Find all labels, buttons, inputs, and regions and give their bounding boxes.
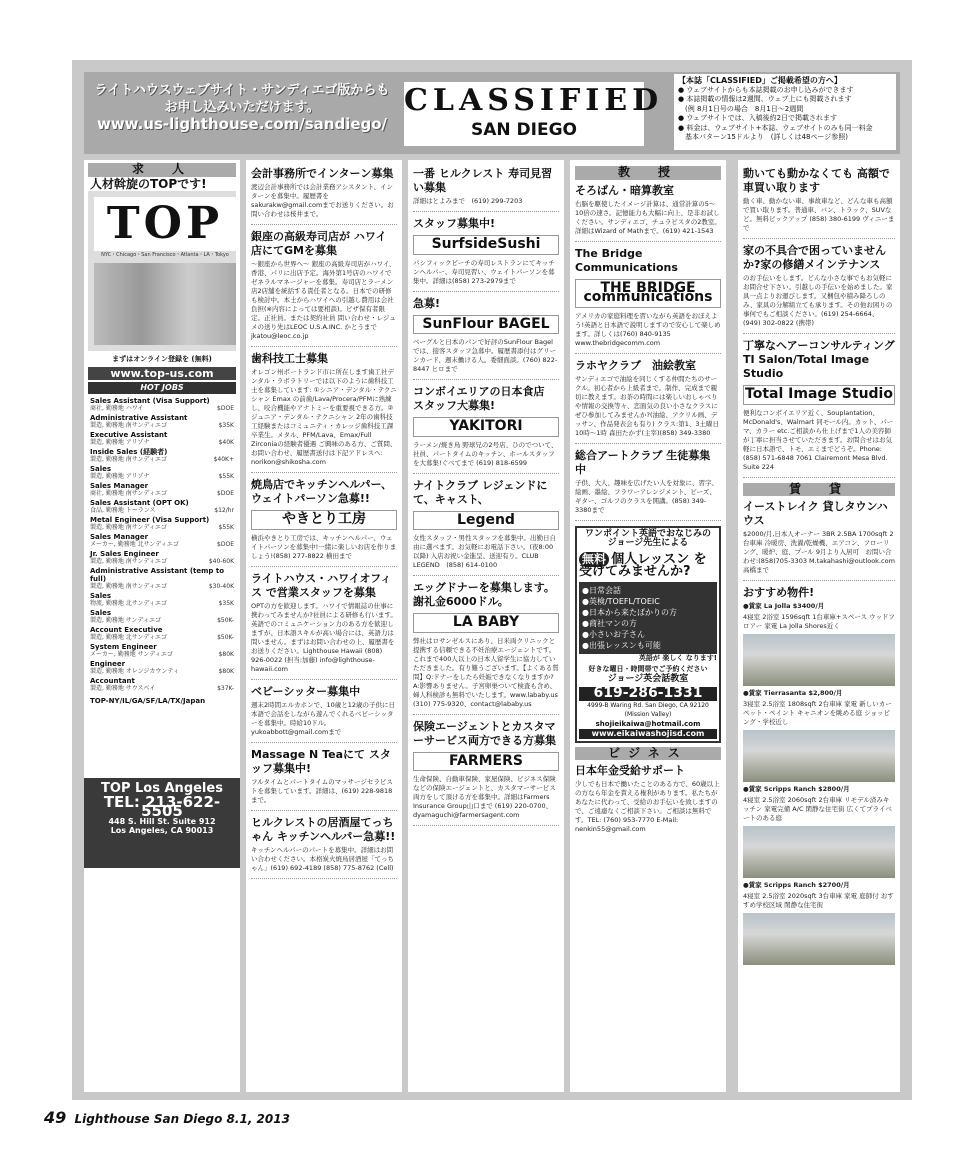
job-title: Account Executive [90,625,163,634]
ad-title: スタッフ募集中! [413,217,496,230]
job-detail [90,541,234,548]
job-item[interactable] [90,397,234,412]
la-address-1: 448 S. Hill St. Suite 912 [108,816,216,826]
listing-detail: 4寝室 2浴室 1596sqft 1台車庫+スペース ウッドフロアー 家電 La Jolla Shores近く [743,613,895,630]
top-logo: TOP [94,197,236,251]
house-photo [743,826,895,878]
job-detail [90,439,234,446]
job-title: Sales [90,464,112,473]
divider [251,566,397,567]
job-pay: $30-40K [208,582,234,590]
eikaiwa-url[interactable]: www.eikaiwashojisd.com [579,729,717,739]
info-line: 基本パターン15ドルより (詳しくは48ページ参照) [678,133,848,141]
ad-title: そろばん・暗算教室 [575,183,674,197]
ad-logo: FARMERS [413,752,559,772]
divider [575,520,721,521]
info-line: ● ウェブサイトでは、入稿後約2日で掲載されます [678,114,838,122]
top-url[interactable]: www.top-us.com [88,367,236,381]
column-5 [738,160,900,1092]
column-2 [246,160,402,1092]
ad-title: 動いても動かなくても 高額で車買い取ります [743,167,890,194]
job-title: Sales Assistant (OPT OK) [90,498,189,507]
divider [575,353,721,354]
divider [743,477,895,478]
ad-title: 日本年金受給サポート [575,764,685,777]
ad-title: 銀座の高級寿司店が ハワイ店にてGMを募集 [251,230,387,257]
eikaiwa-item: ●日本から来たばかりの方 [582,607,677,617]
ad-body: 女性スタッフ・男性スタッフを募集中。出勤日自由に選べます。お気軽にお電話下さい。(夜8:00以降) 入店お祝い金進呈、送迎有り。CLUB LEGEND (858) 614-0100 [413,534,556,569]
eikaiwa-item: ●出張レッスンも可能 [582,640,661,650]
promo-line-1: ライトハウスウェブサイト・サンディエゴ版からも [94,83,390,98]
promo-line-2: お申し込みいただけます。 [164,100,320,115]
ad-logo: LA BABY [413,613,559,633]
divider [743,333,895,334]
listings [743,602,895,965]
classified-subtitle: SAN DIEGO [470,120,577,140]
listing-detail: 4寝室 2.5浴室 2060sqft 2台車庫 リモデル済みキッチン 家電完備 A/C 閑静な住宅街 広くてプライベートのある庭 [743,796,892,822]
ad-title: ヒルクレストの居酒屋てっちゃん キッチンヘルパー急募!! [251,815,396,843]
job-list [84,394,240,697]
ad-body: 右脳を駆使したイメージ計算は、通常計算の5〜10倍の速さ。記憶能力も大幅に向上、是非お試しください。サンディエゴ、チュラビスタの2教室。詳細はWizard of Mathまで。(619) 421-1543 [575,199,721,235]
job-location: 製造, 勤務地 サンディエゴ [90,616,161,624]
hot-jobs-label: HOT JOBS [88,382,236,394]
job-pay: $55K [218,523,234,531]
section-jobs: 求 人 [88,163,236,177]
job-pay: $40-60K [208,557,234,565]
info-line: ● ウェブサイトからも本誌掲載のお申し込みができます [678,85,854,94]
job-item[interactable] [90,660,234,675]
job-location: 製造, 勤務地 南サンディエゴ [90,557,167,565]
ad-logo: Legend [413,511,559,531]
divider [251,346,397,347]
info-line: ● 本誌掲載の情報は2週間、ウェブ上にも掲載されます [678,95,852,103]
job-title: Sales [90,591,112,600]
top-la-box [84,778,240,868]
job-detail [90,507,234,514]
job-location: メーカー, 勤務地 サンディエゴ [90,650,173,658]
page-footer [44,1108,290,1127]
job-title: Metal Engineer (Visa Support) [90,515,210,524]
divider [413,379,559,380]
ad-body: 少しでも日本で働いたことのある方で、60歳以上の方なら年金を貰える権利があります。私たちがあなたに代わって、受給のお手伝いを致しますので、ご遠慮なくご相談下さい。ご相談は無料です。TEL: (760) 953-7770 E-Mail: nenkin55@gmail.com [575,780,720,833]
listing-detail: 4寝室 2.5浴室 2020sqft 3台車庫 家電 庭師付 おすすめ学校区域 閑静な住宅街 [743,892,894,909]
ad-body: アメリカの家庭料理を習いながら英語をおぼえよう!英語と日本語で説明しますので安心して楽しめます。詳しくは(760) 840-9135 www.thebridgecomm.com [575,311,721,347]
ad-body: サンディエゴで油絵を同じくする仲間たちのサークル。初心者から上級者まで。制作、完成まで親切に教えます。お茶の時間には楽しいおしゃべりや情報の交換等々、恋面気の良い小さなクラスにぜひ参加してみませんか?(油絵、アクリル画、デッサン、作品発表会も有り) クラス:第1、3土曜日 10時〜1時 森田たかず(主宰)(858) 349-3380 [575,374,720,437]
classified-title: CLASSIFIED [404,83,664,118]
ad-title: ラホヤクラブ 油絵教室 [575,358,696,372]
job-detail [90,405,234,412]
la-address-2: Los Angeles, CA 90013 [110,826,214,835]
divider [743,580,895,581]
ad-title: 急募! [413,296,441,310]
divider [575,241,721,242]
job-detail [90,490,234,497]
job-item[interactable] [90,482,234,497]
ad-title: ライトハウス・ハワイオフィス で営業スタッフを募集 [251,571,392,599]
job-pay: $DOE [217,404,234,412]
ad-body: 弊社はロサンゼルスにあり、日米両クリニックと提携する信頼できる不妊治療エージェントです。これまで400人以上の日本人留学生に協力していただきました。有り難うございます。【よくある質問】Q:ドナーをしたら妊娠できなくなりますか? A:影響ありません。子宮卵巣ついて検査も含め、婦人科検診も無料でいたします。www.lababy.us (310) 775-9320、contact@lababy.us [413,636,559,708]
house-photo [743,634,895,686]
column-3 [408,160,564,1092]
header-info [674,74,896,150]
ad-title: エッグドナーを募集します。 謝礼金6000ドル。 [413,581,555,608]
classified-header [84,72,900,154]
job-title: Engineer [90,659,126,668]
job-title: Sales Manager [90,481,149,490]
divider [743,238,895,239]
job-title: Sales [90,608,112,617]
offices-text: TOP-NY/IL/GA/SF/LA/TX/Japan [90,696,206,705]
ad-body: オレゴン州ポートランド市に所在します歯工社デンタル・ラボラトリーでは以下のように歯科技工士を募集しています: ①シニア・デンタル・テクニシャン Emax の前歯/Lava/Procera/PFMに熟練し、咬合機能やアナトミーを重要視できる方。②ジュニア・デンタル・テクニシャン 2年の歯科技工経験またはコミュニティ・カレッジ歯科技工課卒業生。メタル、PFM/Lava、Emax/Full Zirconiaの経験者優遇 ご興味のある方、ご質問、お問い合わせ、履歴書送付は下記アドレスへ: norikon@shikosha.com [251,368,397,466]
house-photo [743,730,895,782]
section-business: ビジネス [575,747,721,761]
divider [251,742,397,743]
classified-title-box [404,82,664,146]
ad-logo: SunFlour BAGEL [413,315,559,335]
ad-body: $2000/月,日本人オーナー 3BR 2.5BA 1700sqft 2台車庫 冷暖房、洗濯/乾燥機、エアコン、フローリング、暖炉、庭、プール 9月より入居可 お問い合わせ:(858)705-3303 M.takahashi@outlook.com 高橋まで [743,530,902,574]
ad-body: フルタイムとパートタイムのマッサージセラピストを募集しています。詳細は、(619) 228-9818まで。 [251,777,393,804]
ad-body: ベーグルと日本のパンで好評のSunFlour Bagelでは、接客スタッフ急募中。履歴書添付はグリーンカード、週末働ける人。委細面談。(760) 822-8447 ヒロまで [413,338,558,373]
job-title: Accountant [90,676,135,685]
divider [575,443,721,444]
job-detail [90,524,234,531]
eikaiwa-top: ワンポイント英語でおなじみの ジョージ先生による [579,530,717,549]
job-location: 食品, 勤務地 トーランス [90,506,156,514]
job-item[interactable] [90,465,234,480]
ad-logo: やきとり工房 [251,510,397,530]
job-detail [90,600,234,607]
eikaiwa-time: 好きな曜日・時間帯でご予約ください [588,665,708,673]
divider [413,825,559,826]
header-promo [92,82,392,133]
job-detail [90,456,234,463]
ad-body: 横浜やきとり工房では、キッチンヘルパー、ウェイトパーソンを募集中!一緒に楽しいお店を作りましょう!(858) 277-8822 横田まで [251,533,397,560]
job-location: 製造, 勤務地 北サンディエゴ [90,633,167,641]
job-location: 製造, 勤務地 南サンディエゴ [90,523,167,531]
ad-body: 渡辺会計事務所では会計業務アシスタント、インターンを募集中。履歴書をsakurakw@gmail.comまでお送りください。お問い合わせは桜井まで。 [251,183,394,218]
job-pay: $35K [218,421,234,429]
job-item[interactable] [90,431,234,446]
job-location: 商社, 勤務地 南サンディエゴ [90,489,167,497]
job-item[interactable] [90,550,234,565]
teach-ads [575,184,721,521]
footer-text: Lighthouse San Diego 8.1, 2013 [74,1112,290,1126]
ad-logo: YAKITORI [413,417,559,437]
job-location: 製造, 勤務地 南サンディエゴ [90,455,167,463]
job-pay: $40K [218,438,234,446]
job-detail [90,668,234,675]
ad-body: 動く車、動かない車、事故車など、どんな車も高額で買い取ります。普通車、バン、トラック、SUVなど。無料ピックアップ (858) 380-6199 ヴィニーまで [743,197,895,232]
job-title: Sales Manager [90,532,149,541]
job-item[interactable] [90,643,234,658]
bubble-text: 英語が 楽しく なります! [638,653,717,662]
job-item[interactable] [90,516,234,531]
ad-title: 丁寧なヘアーコンサルティング TI Salon/Total Image Studio [743,339,895,380]
register-text: まずはオンライン登録を (無料) [112,355,212,363]
job-pay: $35K [218,599,234,607]
job-item[interactable] [90,592,234,607]
job-detail [90,473,234,480]
job-title: Administrative Assistant [90,413,188,422]
job-item[interactable] [90,414,234,429]
ad-body: OPTの方を歓迎します。ハワイで情報誌の仕事に携わってみませんか?社員による研修も行います。英語でのコミュニケーション力のある方を歓迎しますが、日本語スキルが高い場合には、英語力は問いません。まずはお問い合わせの上、履歴書をお送りください。Lighthouse Hawaii (808) 926-0022 (担当:加藤) info@lighthouse-hawaii.com [251,601,397,673]
job-detail [90,583,234,590]
ad-title: 総合アートクラブ 生徒募集中 [575,448,711,476]
ad-title: 会計事務所でインターン募集 [251,167,394,180]
listing-detail: 3寝室 2.5浴室 1808sqft 2台車庫 家電 新しいカーペット・ペイント キャニオンを眺める庭 ショッピング・学校近し [743,700,892,726]
ad-body: ラーメン/焼き鳥 野球兄の2号店、ひのでついて、社員、パートタイムのキッチン、ホールスタッフを大募集!ぐべてまで (619) 818-6599 [413,440,558,467]
lesson-text: 個人レッスン を受けてみませんか? [579,551,707,579]
eikaiwa-list [579,582,717,654]
section-teach: 教 授 [575,166,721,180]
divider [413,291,559,292]
job-pay: $80K [218,650,234,658]
job-pay: $50K- [217,633,234,641]
job-location: 物流, 勤務地 北サンディエゴ [90,599,167,607]
divider [413,473,559,474]
ad-title: The Bridge Communications [575,246,678,274]
job-pay: $12/hr [214,506,234,514]
eikaiwa-item: ●商社マンの方 [582,618,637,628]
divider [413,575,559,576]
job-item[interactable] [90,448,234,463]
job-detail [90,634,234,641]
ad-title: 保険エージェントとカスタマーサービス両方できる方募集 [413,719,556,747]
job-item[interactable] [90,609,234,624]
job-pay: $DOE [217,540,234,548]
divider [251,224,397,225]
job-pay: $37K- [217,684,234,692]
top-hero [88,191,236,351]
listing-title: ●賃家 Scripps Ranch $2700/月 [743,881,850,889]
la-title: TOP Los Angeles [101,781,223,796]
job-location: 製造, 勤務地 アリゾナ [90,472,150,480]
job-location: 製造, 勤務地 アリゾナ [90,438,150,446]
column-4 [570,160,726,1092]
ad-body: 週末2時間エルカホンで、10歳と12歳の子供に日本語で会話をしながら遊んでくれるベビーシッターを募集中。時給10ドル。yukoabbott@gmail.comまで [251,700,396,736]
job-location: 製造, 勤務地 オレンジカウンティ [90,667,179,675]
listing-title: ●賃家 La Jolla $3400/月 [743,602,825,610]
ad-title: コンボイエリアの日本食店 スタッフ大募集! [413,385,545,412]
eikaiwa-address: 4999-B Waring Rd. San Diego, CA 92120 (Mission Valley) [587,701,709,718]
page-number: 49 [44,1108,67,1127]
divider [413,211,559,212]
job-item[interactable] [90,626,234,641]
ad-body: 〜銀座から世界へ〜 銀座の高級寿司店がハワイ、香港、パリに出店予定。海外第1号店のハワイでゼネラルマネージャーを募集。寿司店とラーメン店2店舗を統括する責任者となる。日本での研修も検討中。本土からハワイへの引越し費用は会社負担(※内容によっては要相談)。ビザ保有者限定。正社員。または契約社員 問い合わせ・レジュメの送り先はLEOC U.S.A.INC. かとうまで jkatou@leoc.co.jp [251,260,396,340]
top-headline: 人材斡旋のTOPです! [90,176,207,191]
job-item[interactable] [90,499,234,514]
promo-url[interactable]: www.us-lighthouse.com/sandiego/ [96,115,388,133]
column-jobs [84,160,240,1092]
section-rent: 賃 貸 [743,483,895,497]
divider [251,472,397,473]
info-line: (例 8月1日号の場合 8月1日〜2週間 [678,104,804,113]
divider [251,878,397,879]
job-title: Administrative Assistant (temp to full) [90,566,225,583]
ad-body: 詳細はとよみまで (619) 299-7203 [413,197,523,205]
eikaiwa-item: ●英検/TOEFL/TOEIC [582,596,660,606]
top-cities: NYC・Chicago・San Francisco・Atlanta・LA・Tokyo [101,252,229,258]
eikaiwa-ad [575,526,721,743]
house-photo [743,913,895,965]
info-title: 【本誌「CLASSIFIED」ご掲載希望の方へ】 [678,76,842,85]
job-pay: $55K [218,472,234,480]
job-item[interactable] [90,567,234,590]
job-item[interactable] [90,533,234,548]
job-detail [90,651,234,658]
ad-title: Massage N Teaにて スタッフ募集中! [251,747,391,775]
ad-title: ベビーシッター募集中 [251,684,361,698]
job-pay: $50K- [217,616,234,624]
ad-title: イーストレイク 貸しタウンハウス [743,500,888,527]
divider [251,810,397,811]
eikaiwa-item: ●小さいお子さん [582,629,645,639]
job-detail [90,685,234,692]
job-location: 商社, 勤務地 ハワイ [90,404,144,412]
job-detail [90,558,234,565]
job-title: Jr. Sales Engineer [90,549,159,558]
job-location: 製造, 勤務地 サウスベイ [90,684,156,692]
ad-title: 一番 ヒルクレスト 寿司見習い募集 [413,167,553,194]
ad-body: キッチンヘルパーのパートを募集中。詳細はお問い合わせください。本格炭火焼鳥居酒屋「てっちゃん」(619) 692-4189 (858) 775-8762 (Cell) [251,845,394,872]
la-phone[interactable]: TEL: 213-622-5505 [103,792,221,820]
recommend-title: おすすめ物件! [743,586,815,599]
staff-photo [94,263,236,345]
job-location: 製造, 勤務地 南サンディエゴ [90,421,167,429]
job-location: メーカー, 勤務地 北サンディエゴ [90,540,179,548]
listing-title: ●賃家 Tierrasanta $2,800/月 [743,689,843,697]
ad-logo: THE BRIDGE communications [575,279,721,308]
job-location: 製造, 勤務地 南サンディエゴ [90,582,167,590]
eikaiwa-item: ●日常会話 [582,585,621,595]
ad-title: ナイトクラブ レジェンドにて、キャスト、 [413,478,548,506]
ad-title: 家の不具合で困っていませんか?家の修繕メインテナンス [743,244,886,271]
ad-logo: Total Image Studio [743,385,895,405]
ad-body: 便利なコンボイエリア近く、Souplantation、McDonald's、Walmart 同モール内。カット、パーマ、カラー etc.ご相談から仕上げまで1人の美容師が丁寧に担当させていただきます。お問合せはお気軽に日本語で、トモ、エミまでどうぞ。Phone: (858) 571-6848 7061 Clairemont Mesa Blvd. Suite 224 [743,408,894,471]
ad-title: 焼鳥店でキッチンヘルパー、ウェイトパーソン急募!! [251,478,393,505]
ad-title: 歯科技工士募集 [251,352,328,365]
ad-body: 生命保険、自動車保険、家屋保険、ビジネス保険などの保険エージェントと、カスタマーサービス両方をして頂ける方を募集中。詳細はFarmers Insurance Group山口まで (619) 220-0700、dyamaguchi@farmersagent.com [413,775,556,819]
job-title: Inside Sales (経験者) [90,447,168,456]
divider [413,714,559,715]
job-detail [90,422,234,429]
ad-body: パシフィックビーチの寿司レストランにてキッチンヘルパー、寿司見習い、ウェイトパーソンを募集中。詳細は(858) 273-2979まで [413,258,555,285]
job-title: Sales Assistant (Visa Support) [90,396,210,405]
ad-logo: SurfsideSushi [413,235,559,255]
eikaiwa-email[interactable]: shojieikaiwa@hotmail.com [595,719,701,728]
job-pay: $DOE [217,489,234,497]
service-ads [743,167,895,478]
job-pay: $40K+ [213,455,234,463]
job-item[interactable] [90,677,234,692]
info-line: ● 料金は、ウェブサイト+本誌、ウェブサイトのみも同一料金 [678,123,873,132]
listing-title: ●賃家 Scripps Ranch $2800/月 [743,785,850,793]
eikaiwa-phone[interactable]: 619-286-1331 [579,687,717,701]
job-detail [90,617,234,624]
eikaiwa-name: ジョージ英会話教室 [607,673,689,684]
divider [251,679,397,680]
free-badge: 無料 [579,552,609,568]
ad-body: 子供、大人、趣味を広げたい人を対象に、習字、絵画、墨絵、フラワーアレンジメント、ピーズ、ギター、ゴルフのクラスを開講。(858) 349-3380まで [575,478,718,514]
job-title: System Engineer [90,642,157,651]
ad-body: のお手伝いをします。どんな小さな事でもお気軽にお問合せ下さい。引越しの手伝いを始めました。家具一点よりお運びします。又梱包や積み降ろしのみ、家具の分解組立ても承ります。その他お困りの事何でもご相談ください。(619) 254-6664、(949) 302-0822 (携帯) [743,274,893,327]
job-title: Executive Assistant [90,430,168,439]
job-pay: $80K [218,667,234,675]
